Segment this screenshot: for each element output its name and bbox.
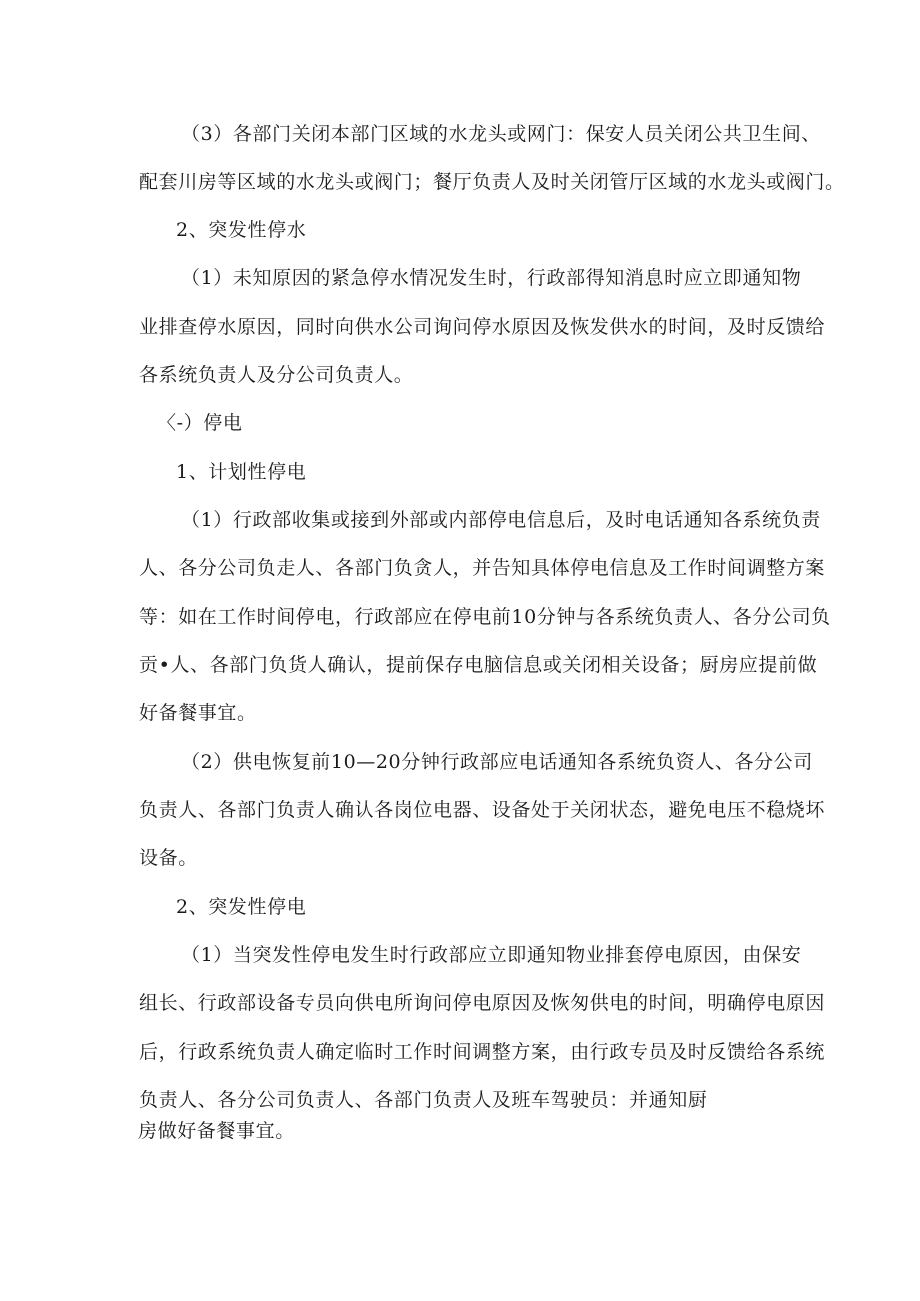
section-heading: 2、突发性停电 — [176, 896, 307, 918]
paragraph-line: 贡•人、各部门负货人确认，提前保存电脑信息或关闭相关设备；厨房应提前做 — [139, 654, 818, 676]
paragraph-line: 等：如在工作时间停电，行政部应在停电前10分钟与各系统负责人、各分公司负 — [139, 606, 831, 628]
paragraph-line: 好备餐事宜。 — [139, 702, 257, 724]
paragraph-line: （1）未知原因的紧急停水情况发生时，行政部得知消息时应立即通知物 — [181, 267, 802, 289]
paragraph-line: 设备。 — [139, 847, 198, 869]
paragraph-line: 配套川房等区域的水龙头或阀门；餐厅负责人及时关闭管厅区域的水龙头或阀门。 — [139, 171, 845, 193]
paragraph-line: （3）各部门关闭本部门区域的水龙头或网门：保安人员关闭公共卫生间、 — [181, 123, 821, 145]
paragraph-line: 业排查停水原因，同时向供水公司询问停水原因及恢发供水的时间，及时反馈给 — [139, 316, 826, 338]
section-heading: 1、计划性停电 — [176, 461, 307, 483]
paragraph-line: （1）行政部收集或接到外部或内部停电信息后，及时电话通知各系统负责 — [181, 509, 821, 531]
paragraph-line: 组长、行政部设备专员向供电所询问停电原因及恢匆供电的时间，明确停电原因 — [139, 992, 826, 1014]
paragraph-line: 人、各分公司负走人、各部门负贪人，并告知具体停电信息及工作时间调整方案 — [139, 557, 826, 579]
paragraph-line: （2）供电恢复前10—20分钟行政部应电话通知各系统负资人、各分公司 — [181, 751, 813, 773]
paragraph-line: 房做好备餐事宜。 — [138, 1120, 295, 1142]
paragraph-line: 各系统负责人及分公司负责人。 — [139, 364, 414, 386]
paragraph-line: 负责人、各部门负责人确认各岗位电器、设备处于关闭状态，避免电压不稳烧坏 — [139, 799, 826, 821]
section-heading: 〈-）停电 — [157, 412, 243, 434]
paragraph-line: 负责人、各分公司负责人、各部门负责人及班车驾驶员：并通知厨 — [139, 1089, 708, 1111]
paragraph-line: 后，行政系统负责人确定临时工作时间调整方案，由行政专员及时反馈给各系统 — [139, 1041, 826, 1063]
section-heading: 2、突发性停水 — [176, 219, 307, 241]
paragraph-line: （1）当突发性停电发生时行政部应立即通知物业排套停电原因，由保安 — [181, 944, 802, 966]
